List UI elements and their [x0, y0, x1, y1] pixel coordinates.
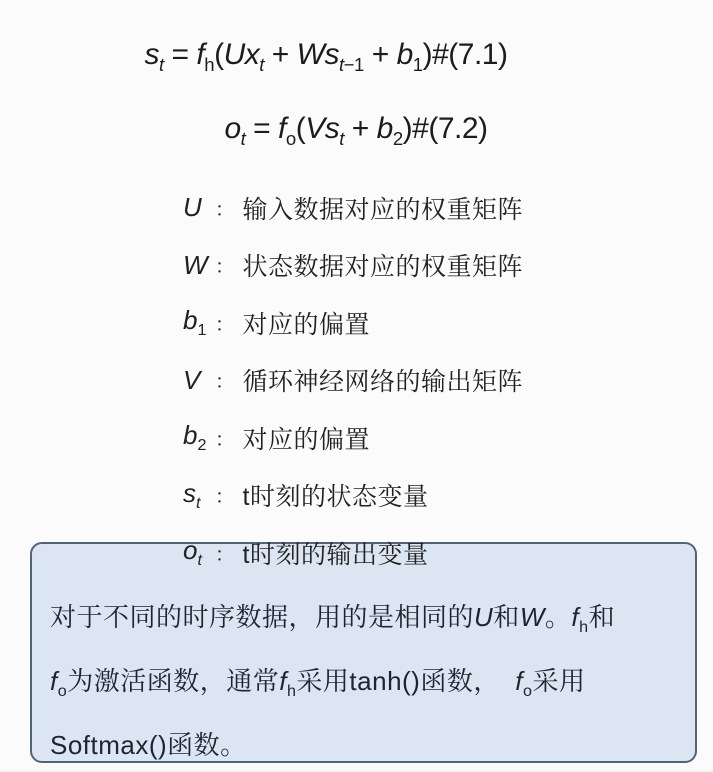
- definition-term: U: [183, 192, 202, 223]
- definition-term: W: [183, 249, 208, 280]
- note-line: Softmax()函数。: [50, 730, 247, 761]
- definition-row: [183, 352, 523, 410]
- equation-7-2: $o_t = f_o(Vs_t$ + $b_2)\#(7.2)$: [224, 112, 488, 149]
- definition-text: 状态数据对应的权重矩阵: [242, 253, 524, 282]
- definition-colon: ：: [215, 371, 235, 394]
- definition-colon: ：: [215, 256, 235, 279]
- equation-7-1: $s_t = f_h(Ux_t + Ws_{t-1}$ + $b_1)\#(7.1)$: [144, 38, 508, 75]
- definition-text: 对应的偏置: [242, 310, 371, 339]
- definition-text: 对应的偏置: [242, 425, 371, 454]
- definition-term: $b_1$: [183, 305, 207, 340]
- definition-term: V: [183, 364, 201, 395]
- definition-term: $s_t$: [183, 477, 201, 512]
- definition-colon: ：: [215, 428, 235, 451]
- definition-colon: ：: [215, 543, 235, 566]
- definition-term: $b_2$: [183, 420, 207, 455]
- definition-row: [183, 467, 523, 525]
- definition-text: t时刻的输出变量: [242, 540, 429, 569]
- definition-colon: ：: [215, 486, 235, 509]
- note-line: 对于不同的时序数据，用的是相同的U和W。$f_h$和: [50, 602, 616, 637]
- definition-term: $o_t$: [183, 535, 202, 570]
- definition-row: [183, 237, 523, 295]
- definition-colon: ：: [215, 313, 235, 336]
- definition-row: [183, 409, 523, 467]
- definition-text: 循环神经网络的输出矩阵: [242, 368, 524, 397]
- note-line: $f_o$为激活函数，通常$f_h$采用tanh()函数， $f_o$采用: [50, 666, 586, 701]
- definition-row: [183, 524, 523, 582]
- definition-text: t时刻的状态变量: [242, 483, 429, 512]
- definition-row: [183, 294, 523, 352]
- definition-text: 输入数据对应的权重矩阵: [242, 195, 524, 224]
- definition-row: [183, 179, 523, 237]
- definition-list: [183, 179, 523, 582]
- definition-colon: ：: [215, 198, 235, 221]
